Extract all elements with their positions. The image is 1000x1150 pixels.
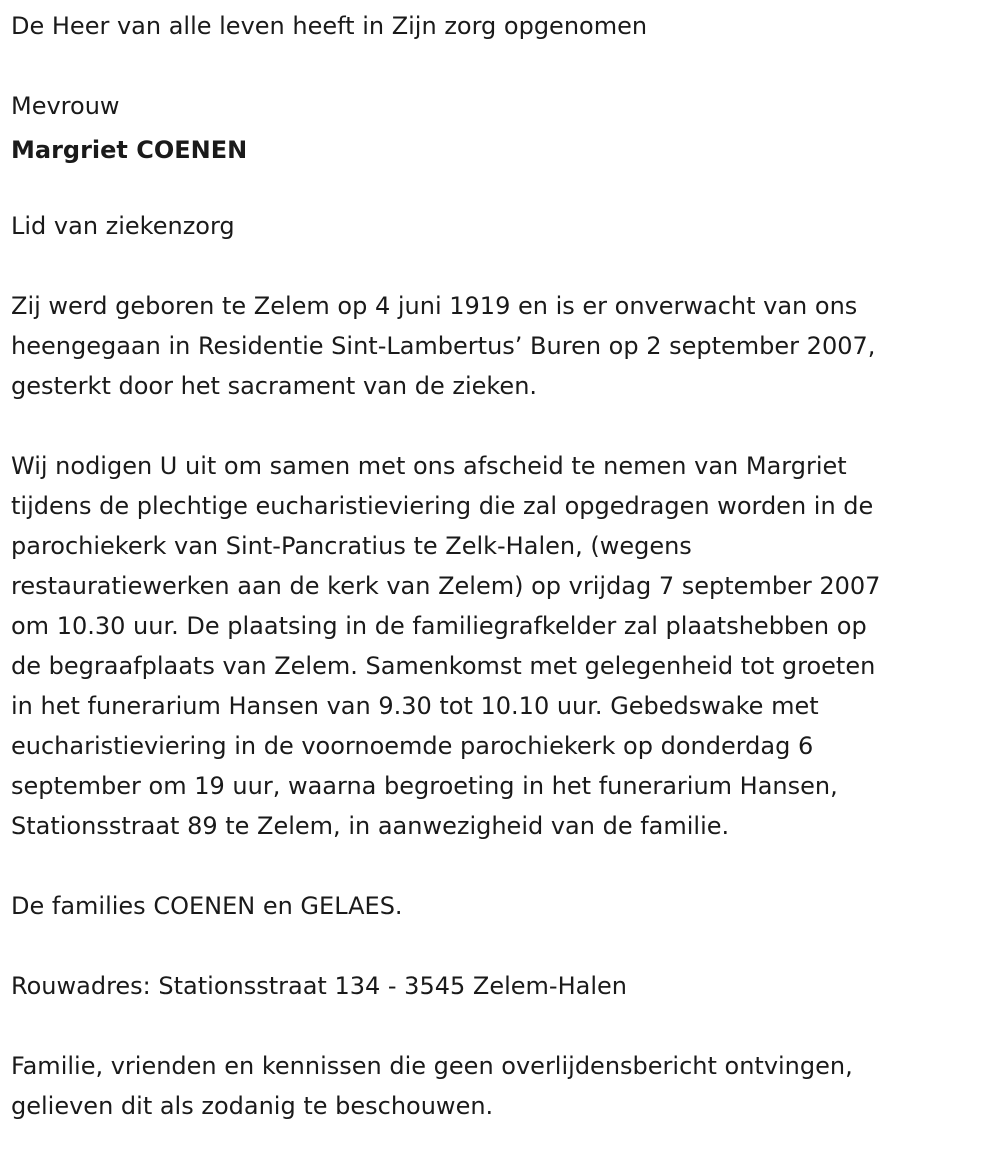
mourning-address: Rouwadres: Stationsstraat 134 - 3545 Zelem-Halen (11, 972, 627, 1000)
spacer (11, 926, 991, 966)
membership-line: Lid van ziekenzorg (11, 212, 235, 240)
spacer (11, 406, 991, 446)
spacer (11, 1006, 991, 1046)
paragraph-line: Zij werd geboren te Zelem op 4 juni 1919 en is er onverwacht van ons (11, 292, 858, 320)
paragraph-line: restauratiewerken aan de kerk van Zelem) op vrijdag 7 september 2007 (11, 572, 881, 600)
ceremony-paragraph (11, 446, 991, 846)
paragraph-line: de begraafplaats van Zelem. Samenkomst met gelegenheid tot groeten (11, 652, 876, 680)
paragraph-line: Wij nodigen U uit om samen met ons afscheid te nemen van Margriet (11, 452, 847, 480)
deceased-name: Margriet COENEN (11, 136, 248, 164)
paragraph-line: eucharistieviering in de voornoemde parochiekerk op donderdag 6 (11, 732, 814, 760)
spacer (11, 846, 991, 886)
closing-paragraph (11, 1046, 991, 1126)
paragraph-line: Stationsstraat 89 te Zelem, in aanwezigheid van de familie. (11, 812, 730, 840)
families-line: De families COENEN en GELAES. (11, 892, 403, 920)
birth-paragraph (11, 286, 991, 406)
paragraph-line: parochiekerk van Sint-Pancratius te Zelk-Halen, (wegens (11, 532, 692, 560)
paragraph-line: september om 19 uur, waarna begroeting in het funerarium Hansen, (11, 772, 838, 800)
spacer (11, 46, 991, 86)
paragraph-line: heengegaan in Residentie Sint-Lambertus’ Buren op 2 september 2007, (11, 332, 876, 360)
obituary-notice (11, 6, 991, 1126)
salutation: Mevrouw (11, 92, 120, 120)
spacer (11, 174, 991, 206)
paragraph-line: om 10.30 uur. De plaatsing in de familiegrafkelder zal plaatshebben op (11, 612, 867, 640)
paragraph-line: gesterkt door het sacrament van de zieken. (11, 372, 538, 400)
intro-line: De Heer van alle leven heeft in Zijn zorg opgenomen (11, 12, 648, 40)
spacer (11, 246, 991, 286)
paragraph-line: tijdens de plechtige eucharistieviering die zal opgedragen worden in de (11, 492, 874, 520)
paragraph-line: Familie, vrienden en kennissen die geen overlijdensbericht ontvingen, (11, 1052, 853, 1080)
paragraph-line: in het funerarium Hansen van 9.30 tot 10.10 uur. Gebedswake met (11, 692, 819, 720)
paragraph-line: gelieven dit als zodanig te beschouwen. (11, 1092, 494, 1120)
